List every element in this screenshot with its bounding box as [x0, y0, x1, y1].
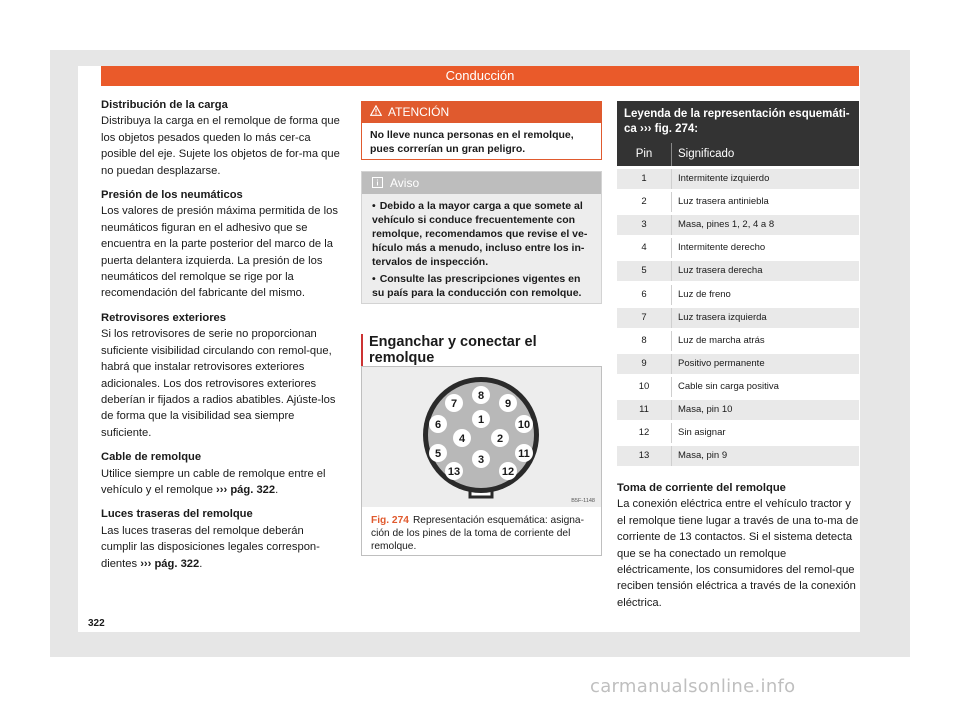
meaning-cell: Intermitente izquierdo — [671, 169, 859, 189]
meaning-cell: Intermitente derecho — [671, 238, 859, 258]
pin-cell: 2 — [641, 196, 647, 208]
meaning-cell: Luz de marcha atrás — [671, 331, 859, 351]
info-icon — [372, 177, 383, 188]
section-heading: Toma de corriente del remolque — [617, 482, 786, 494]
socket-pin-label: 7 — [450, 398, 458, 410]
notice-item: • Debido a la mayor carga a que somete al vehículo si conduce frecuentemente con remolque, recomendamos que revise el ve-hículo más a menudo, incluso entre los in-tervalos de inspección. — [372, 199, 593, 269]
pin-cell: 1 — [641, 173, 647, 185]
meaning-cell: Sin asignar — [671, 423, 859, 443]
section-text — [101, 466, 341, 499]
figure-image — [362, 367, 601, 507]
table-row — [617, 446, 859, 466]
meaning-cell: Masa, pin 9 — [671, 446, 859, 466]
pin-cell: 7 — [641, 311, 647, 323]
section-text — [101, 523, 341, 572]
section-text-body: Utilice siempre un cable de remolque entre el vehículo y el remolque — [101, 467, 326, 496]
notice-item: • Consulte las prescripciones vigentes en su país para la conducción con remolque. — [372, 272, 593, 300]
section-text: Distribuya la carga en el remolque de forma que los objetos pesados queden lo más cer-ca posible del eje. Sujete los objetos de for-ma que no puedan desplazarse. — [101, 115, 340, 177]
meaning-cell: Positivo permanente — [671, 354, 859, 374]
table-row — [617, 331, 859, 351]
page-reference-link[interactable]: ››› pág. 322 — [216, 483, 276, 496]
meaning-cell: Masa, pines 1, 2, 4 a 8 — [671, 215, 859, 235]
notice-box — [361, 171, 602, 304]
left-column — [101, 97, 341, 580]
watermark: carmanualsonline.info — [590, 676, 796, 697]
socket-pin-label: 4 — [458, 433, 466, 445]
table-header-row — [617, 143, 859, 166]
notice-list — [362, 199, 601, 300]
pin-legend-table — [617, 101, 859, 466]
table-title: Leyenda de la representación esquemáti-ca ››› fig. 274: — [617, 101, 859, 143]
right-column-text — [617, 480, 861, 611]
meaning-cell: Cable sin carga positiva — [671, 377, 859, 397]
section-mirrors — [101, 310, 341, 441]
section-heading: Cable de remolque — [101, 451, 202, 464]
figure-caption — [371, 515, 597, 553]
pin-cell: 8 — [641, 334, 647, 346]
socket-pin-label: 10 — [517, 419, 531, 431]
section-heading: Retrovisores exteriores — [101, 311, 226, 324]
table-row — [617, 215, 859, 235]
table-row — [617, 192, 859, 212]
table-row — [617, 354, 859, 374]
section-text-tail: . — [199, 557, 203, 570]
meaning-cell: Luz trasera antiniebla — [671, 192, 859, 212]
table-row — [617, 400, 859, 420]
table-row — [617, 169, 859, 189]
section-trailer-cable — [101, 449, 341, 498]
socket-pin-label: 2 — [496, 433, 504, 445]
section-text: Si los retrovisores de serie no proporcionan suficiente visibilidad circulando con remol-que, habrá que instalar retrovisores exteriores adicionales. Los dos retrovisores exteriores deberían ir fijados a radios abatibles. Ajúste-los de forma que la visibilidad sea siempre suficiente. — [101, 328, 336, 439]
meaning-cell: Luz trasera izquierda — [671, 308, 859, 328]
section-tire-pressure — [101, 187, 341, 302]
section-text: La conexión eléctrica entre el vehículo tractor y el remolque tiene lugar a través de una to-ma de corriente de 13 contactos. Si el sistema detecta que se ha conectado un remolque eléctricamente, los consumidores del remol-que reciben tensión eléctrica a través de la conexión eléctrica. — [617, 498, 859, 609]
section-title-text: Enganchar y conectar el remolque — [361, 334, 600, 366]
pin-cell: 10 — [638, 380, 650, 392]
meaning-cell: Luz trasera derecha — [671, 261, 859, 281]
socket-pin-label: 8 — [477, 390, 485, 402]
socket-pin-label: 13 — [447, 466, 461, 478]
socket-pin-label: 1 — [477, 414, 485, 426]
pin-cell: 11 — [639, 404, 649, 416]
warning-box — [361, 101, 602, 160]
page-reference-link[interactable]: ››› pág. 322 — [140, 557, 200, 570]
socket-pin-label: 6 — [434, 419, 442, 431]
pin-cell: 9 — [641, 357, 647, 369]
pin-cell: 5 — [641, 265, 647, 277]
pin-cell: 4 — [641, 242, 647, 254]
table-row — [617, 308, 859, 328]
section-heading: Distribución de la carga — [101, 99, 228, 111]
section-load-distribution — [101, 97, 341, 179]
figure-code: B5F-1148 — [571, 498, 595, 504]
section-text-tail: . — [275, 483, 279, 496]
column-header-pin: Pin — [635, 148, 653, 160]
column-header-meaning: Significado — [671, 143, 859, 166]
socket-diagram — [362, 367, 601, 507]
table-row — [617, 377, 859, 397]
socket-pin-label: 11 — [518, 448, 530, 460]
figure-label: Fig. 274 — [371, 515, 409, 526]
pin-cell: 3 — [641, 219, 647, 231]
page-number: 322 — [88, 618, 105, 629]
socket-pin-label: 5 — [434, 448, 442, 460]
table-row — [617, 261, 859, 281]
section-heading: Luces traseras del remolque — [101, 508, 253, 521]
chapter-header: Conducción — [101, 66, 859, 86]
warning-triangle-icon — [370, 102, 382, 123]
pin-cell: 6 — [641, 288, 647, 300]
meaning-cell: Luz de freno — [671, 285, 859, 305]
table-row — [617, 285, 859, 305]
socket-pin-label: 12 — [501, 466, 515, 478]
section-heading: Presión de los neumáticos — [101, 189, 243, 202]
table-row — [617, 423, 859, 443]
notice-label: Aviso — [390, 176, 420, 190]
pin-cell: 12 — [638, 427, 650, 439]
table-body — [617, 169, 859, 466]
warning-header — [362, 102, 601, 123]
warning-text: No lleve nunca personas en el remolque, pues correrían un gran peligro. — [370, 129, 574, 155]
warning-label: ATENCIÓN — [388, 105, 450, 119]
figure-caption-text: Representación esquemática: asigna-ción de los pines de la toma de corriente del remolque. — [371, 515, 584, 552]
section-text: Los valores de presión máxima permitida de los neumáticos figuran en el adhesivo que se encuentra en la parte posterior del marco de la puerta delantera izquierda. La presión de los neumáticos del remolque se rige por la recomendación del fabricante del mismo. — [101, 205, 338, 300]
socket-pin-label: 9 — [504, 398, 512, 410]
meaning-cell: Masa, pin 10 — [671, 400, 859, 420]
pin-cell: 13 — [638, 450, 650, 462]
table-row — [617, 238, 859, 258]
section-text-body: Las luces traseras del remolque deberán cumplir las disposiciones legales correspon-dientes — [101, 524, 320, 570]
section-trailer-lights — [101, 506, 341, 572]
figure-box — [361, 366, 602, 556]
socket-pin-label: 3 — [477, 454, 485, 466]
notice-header — [362, 172, 601, 194]
